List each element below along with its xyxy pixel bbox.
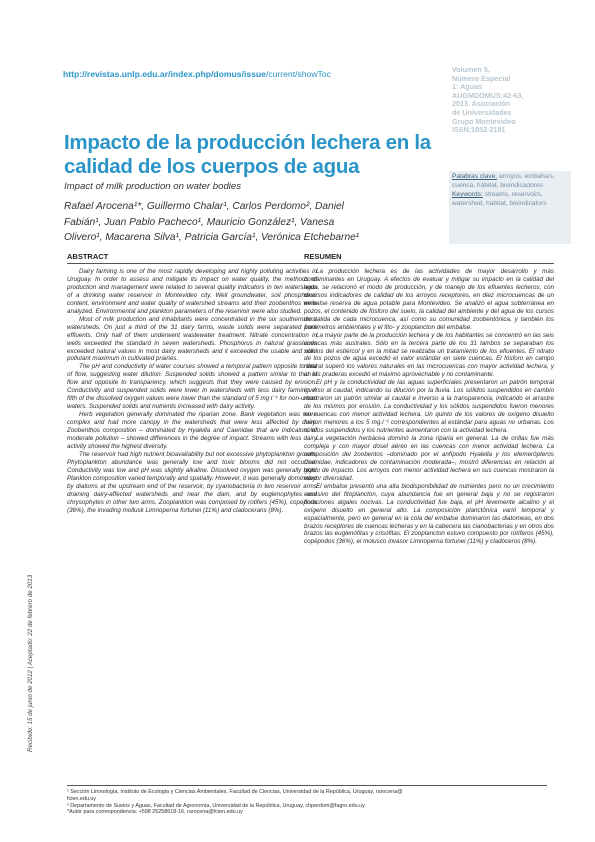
abstract-column xyxy=(67,252,317,515)
author-line: Rafael Arocena¹*, Guillermo Chalar¹, Carlos Perdomo², Daniel xyxy=(64,201,344,212)
journal-info xyxy=(452,66,570,135)
keywords-es xyxy=(452,173,568,190)
abstract-paragraph: Dairy farming is one of the most rapidly developing and highly polluting activities in Uruguay. In order to assess and mitigate its impact on water quality, the methods of production and management were related to several quality indicators in ten watersheds of a drinking water reservoir in Montevideo city. Well groundwater, soil phosphorus content, environment and water quality of watershed streams and their zoobenthos were analyzed. Environmental and plankton parameters of the reservoir were also studied. xyxy=(67,268,317,315)
abstract-paragraph: Most of milk production and inhabitants were concentrated in the six southernmost watersheds. On just a third of the 31 dairy farms, waste solids were separated from effluents. Only half of them underwent wastewater treatment. Nitrate concentration in wells exceeded the standard in seven watersheds. Phosphorus in natural grasslands exceeded natural values in most dairy watersheds and it exceeded the usable and non-pollutant maximum in cultivated prairies. xyxy=(67,315,317,363)
footnotes xyxy=(67,785,547,816)
journal-info-line: AUGMDOMUS:42-63, xyxy=(452,91,524,100)
received-accepted-note: Recibido: 15 de junio de 2012 | Aceptado: 22 de febrero de 2013 xyxy=(27,574,34,752)
keywords-en-label: Keywords: xyxy=(452,191,483,198)
journal-url-domain[interactable]: http://revistas.unlp.edu.ar/index.php/domus/issue xyxy=(63,69,266,79)
keywords-es-text: arroyos, embalses, cuenca, hábitat, bioindicadores xyxy=(452,173,555,189)
journal-info-line: Volumen 5, xyxy=(452,66,490,74)
keywords-es-label: Palabras clave: xyxy=(452,173,498,180)
journal-info-line: 1: Aguas xyxy=(452,83,483,92)
footnote: fcien.edu.uy xyxy=(67,795,97,802)
author-line: Fabián¹, Juan Pablo Pacheco¹, Mauricio González¹, Vanesa xyxy=(64,216,335,228)
resumen-body xyxy=(304,268,554,546)
journal-info-line: 2013. Asociación xyxy=(452,100,511,109)
resumen-paragraph: El embalse presentó una alta biodisponibilidad de nutrientes pero no un crecimiento excesivo del fitoplancton, cuya abundancia fue en general baja y no se registraron floraciones algales nocivas. La conductividad fue baja, el pH levemente alcalino y el oxígeno disuelto en general alto. La composición planctónica varió temporal y espacialmente, pero en general en la cola del embalse dominaron las diatomeas, en dos brazos receptores de cuencas lecheras y en la cabecera las cianobacterias y en otros dos brazos las euglenófitas y crisófitas. El zooplancton estuvo compuesto por rotíferos (45%), copépodos (36%), el molusco invasor Limnoperna fortunei (11%) y cladóceros (8%). xyxy=(304,482,554,546)
abstract-heading: ABSTRACT xyxy=(67,252,317,264)
abstract-paragraph: The pH and conductivity of water courses showed a temporal pattern opposite to that of flow, suggesting water dilution. Suspended solids showed a pattern similar to that of flow and opposite to transparency, which suggests that they were caused by erosion. Conductivity and suspended solids were lower in watersheds with less dairy farming. A fifth of the dissolved oxygen values were lower than the standard of 5 mg l⁻¹ for non-urban waters. Suspended solids and nutrients increased with dairy activity. xyxy=(67,363,317,411)
keywords-en xyxy=(452,191,568,208)
journal-info-line: Grupo Montevideo xyxy=(452,117,516,126)
author-line: Olivero¹, Macarena Silva¹, Patricia García¹, Verónica Etchebarne¹ xyxy=(64,232,360,243)
footnote: ¹ Sección Limnología, Instituto de Ecología y Ciencias Ambientales, Facultad de Ciencias, Universidad de la República, Uruguay, rarocena@ xyxy=(67,789,403,795)
resumen-paragraph: La mayor parte de la producción lechera y de los habitantes se concentró en las seis cuencas más australes. Sólo en la tercera parte de los 31 tambos se separaban los sólidos del estiércol y en la mitad se realizaba un tratamiento de los efluentes. El nitrato de los pozos de agua excedió el valor estándar en siete cuencas. El fósforo en campo natural superó los valores naturales en las microcuencas con mayor actividad lechera, y en las praderas excedió el máximo aprovechable y no contaminante. xyxy=(304,331,554,379)
abstract-paragraph: The reservoir had high nutrient bioavailability but not excessive phytoplankton growth. Phytoplankton abundance was generally low and toxic blooms did not occurred. Conductivity was low and pH was slightly alkaline. Dissolved oxygen was generally high. Plankton composition varied temporally and spatially. However, it was generally dominated by diatoms at the upstream end of the reservoir, by cyanobacteria in two reservoir arms draining dairy-affected watersheds and near the dam, and by euglenophytes and chrysophytes in other two arms. Zooplankton was composed by rotifers (45%), copepods (36%), the invading mollusk Limnoperna fortunei (11%) and cladocerans (8%). xyxy=(67,450,318,514)
article-subtitle: Impact of milk production on water bodies xyxy=(64,181,242,192)
journal-url-path[interactable]: /current/showToc xyxy=(265,69,331,79)
resumen-heading: RESUMEN xyxy=(304,252,554,264)
journal-info-line: Número Especial xyxy=(452,74,511,83)
journal-url[interactable] xyxy=(63,69,331,79)
journal-info-line: de Universidades xyxy=(452,108,512,117)
abstract-body xyxy=(67,268,317,515)
resumen-paragraph: La producción lechera es de las actividades de mayor desarrollo y más contaminantes en Uruguay. A efectos de evaluar y mitigar su impacto en la calidad del agua, se relacionó el modo de producción, y de manejo de los efluentes lecheros, con diversos indicadores de calidad de los arroyos receptores, en diez microcuencas de un embalse reserva de agua potable para Montevideo. Se analizó el agua subterránea en pozos, el contenido de fósforo del suelo, la calidad del ambiente y del agua de los cursos de salida de cada microcuenca, así como su comunidad zoobentónica, y también los parámetros ambientales y el fito- y zooplancton del embalse. xyxy=(304,268,554,331)
keywords-box xyxy=(449,171,571,244)
keywords-en-text: streams, reservoirs, watershed, habitat, bioindicators xyxy=(452,191,547,207)
footnote: ² Departamento de Suelos y Aguas, Facultad de Agronomía, Universidad de la República, Uruguay, chperdom@fagro.edu.uy xyxy=(67,802,365,809)
author-list xyxy=(64,199,432,246)
resumen-paragraph: La vegetación herbácea dominó la zona riparia en general. La de orillas fue más compleja y con mayor dosel aéreo en las cuencas con menor actividad lechera. La composición del zoobentos –dominado por el anfípodo Hyalella y los efemerópteros Caenidae, indicadores de contaminación moderada–, mostró diferencias en relación al grado de impacto. Los arroyos con menor actividad lechera en sus cuencas mostraron la mayor diversidad. xyxy=(304,435,554,482)
resumen-paragraph: El pH y la conductividad de las aguas superficiales presentaron un patrón temporal inverso al caudal, indicando su dilución por la lluvia. Los sólidos suspendidos en cambio mostraron un patrón similar al caudal e inverso a la transparencia, indicando el arrastre de los mismos por erosión. La conductividad y los sólidos suspendidos fueron menores en cuencas con menor actividad lechera. Un quinto de los valores de oxígeno disuelto fueron menores a los 5 mg.l⁻¹ correspondientes al estándar para aguas no urbanas. Los sólidos suspendidos y los nutrientes aumentaron con la actividad lechera. xyxy=(304,379,554,435)
footnote: *Autor para correspondencia: +598 25258618-16, rarocena@fcien.edu.uy xyxy=(67,809,243,816)
journal-info-line: ISSN:1852-2181 xyxy=(452,126,506,135)
article-title: Impacto de la producción lechera en la calidad de los cuerpos de agua xyxy=(64,131,431,178)
resumen-column xyxy=(304,252,554,546)
abstract-paragraph: Herb vegetation generally dominated the riparian zone. Bank vegetation was more complex and had more canopy in the watersheds that were less affected by dairy. Zoobenthos composition – dominated by Hyalella and Caenidae that are indicators of moderate pollution – showed differences in the degree of impact. Streams with less dairy activity showed the highest diversity. xyxy=(67,411,317,450)
